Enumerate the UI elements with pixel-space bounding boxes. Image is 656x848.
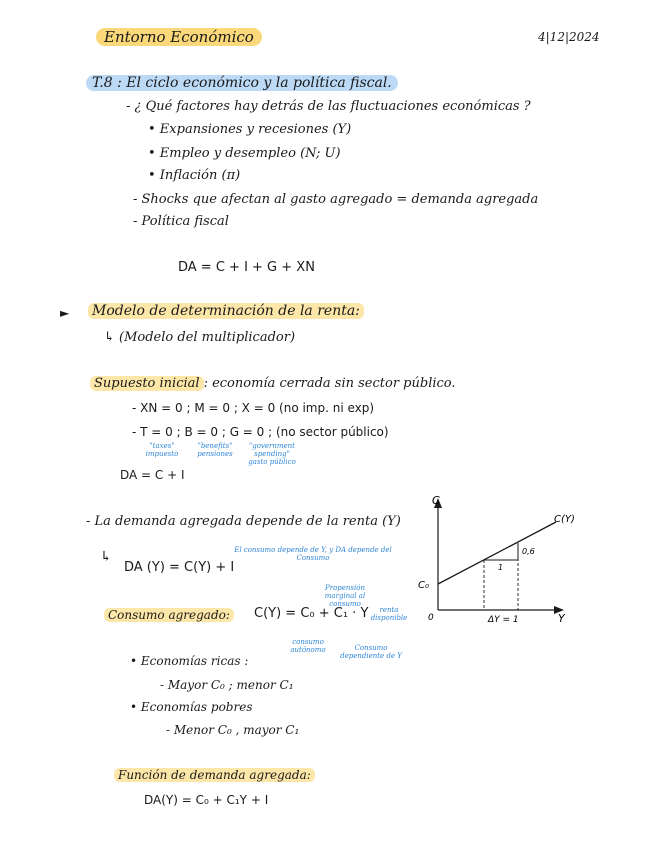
model-title: Modelo de determinación de la renta:	[88, 303, 364, 319]
topic-point: - Política fiscal	[133, 214, 229, 229]
demand-equation: DA (Y) = C(Y) + I	[124, 560, 235, 575]
rich-economies-detail: - Mayor C₀ ; menor C₁	[160, 678, 294, 692]
consumption-graph	[410, 486, 600, 632]
assumption-da: DA = C + I	[120, 468, 185, 482]
graph-delta-label: ΔY = 1	[488, 615, 519, 625]
graph-origin-label: 0	[428, 613, 434, 623]
graph-y-label: C	[432, 494, 440, 507]
assumption-line: - XN = 0 ; M = 0 ; X = 0 (no imp. ni exp)	[132, 401, 375, 415]
note-dependiente: Consumo dependiente de Y	[340, 644, 402, 660]
note-benefits: "benefits" pensiones	[197, 442, 233, 458]
factor-item: • Empleo y desempleo (N; U)	[148, 146, 341, 161]
model-subtitle: ↳ (Modelo del multiplicador)	[104, 330, 296, 345]
topic-point: - Shocks que afectan al gasto agregado = demanda agregada	[133, 192, 539, 207]
note-government: "government spending" gasto público	[248, 442, 296, 466]
note-renta: renta disponible	[370, 606, 408, 622]
note-autonomo: consumo autónomo	[290, 638, 326, 654]
topic-question: - ¿ Qué factores hay detrás de las fluctuaciones económicas ?	[126, 99, 531, 114]
bullet-icon: ►	[60, 306, 70, 320]
graph-slope-label: 0,6	[522, 547, 535, 556]
graph-curve-label: C(Y)	[554, 514, 575, 525]
page-title: Entorno Económico	[96, 28, 262, 46]
assumption-line: - T = 0 ; B = 0 ; G = 0 ; (no sector público)	[132, 425, 389, 439]
consumption-title: Consumo agregado:	[104, 608, 234, 622]
da-formula: DA = C + I + G + XN	[178, 260, 315, 275]
assumption-heading: Supuesto inicial : economía cerrada sin sector público.	[90, 376, 456, 391]
graph-step-label: 1	[498, 563, 504, 572]
poor-economies: • Economías pobres	[130, 700, 253, 714]
note-propension: Propensión marginal al consumo	[324, 584, 366, 608]
poor-economies-detail: - Menor C₀ , mayor C₁	[166, 723, 300, 737]
graph-intercept-label: C₀	[418, 580, 429, 591]
factor-item: • Expansiones y recesiones (Y)	[148, 122, 352, 137]
demand-statement: - La demanda agregada depende de la renta (Y)	[86, 514, 401, 529]
note-taxes: "taxes" impuesto	[145, 442, 179, 458]
demand-arrow-icon: ↳	[100, 549, 112, 565]
page-date: 4|12|2024	[538, 30, 600, 44]
factor-item: • Inflación (π)	[148, 168, 241, 183]
consumption-line	[438, 522, 556, 584]
demand-function-equation: DA(Y) = C₀ + C₁Y + I	[144, 793, 269, 807]
demand-function-title: Función de demanda agregada:	[114, 768, 315, 782]
demand-note: El consumo depende de Y, y DA depende del Consumo	[234, 546, 392, 562]
rich-economies: • Economías ricas :	[130, 654, 249, 668]
consumption-equation: C(Y) = C₀ + C₁ · Y	[254, 606, 369, 621]
graph-x-label: Y	[558, 612, 565, 625]
topic-title: T.8 : El ciclo económico y la política fiscal.	[86, 75, 398, 91]
